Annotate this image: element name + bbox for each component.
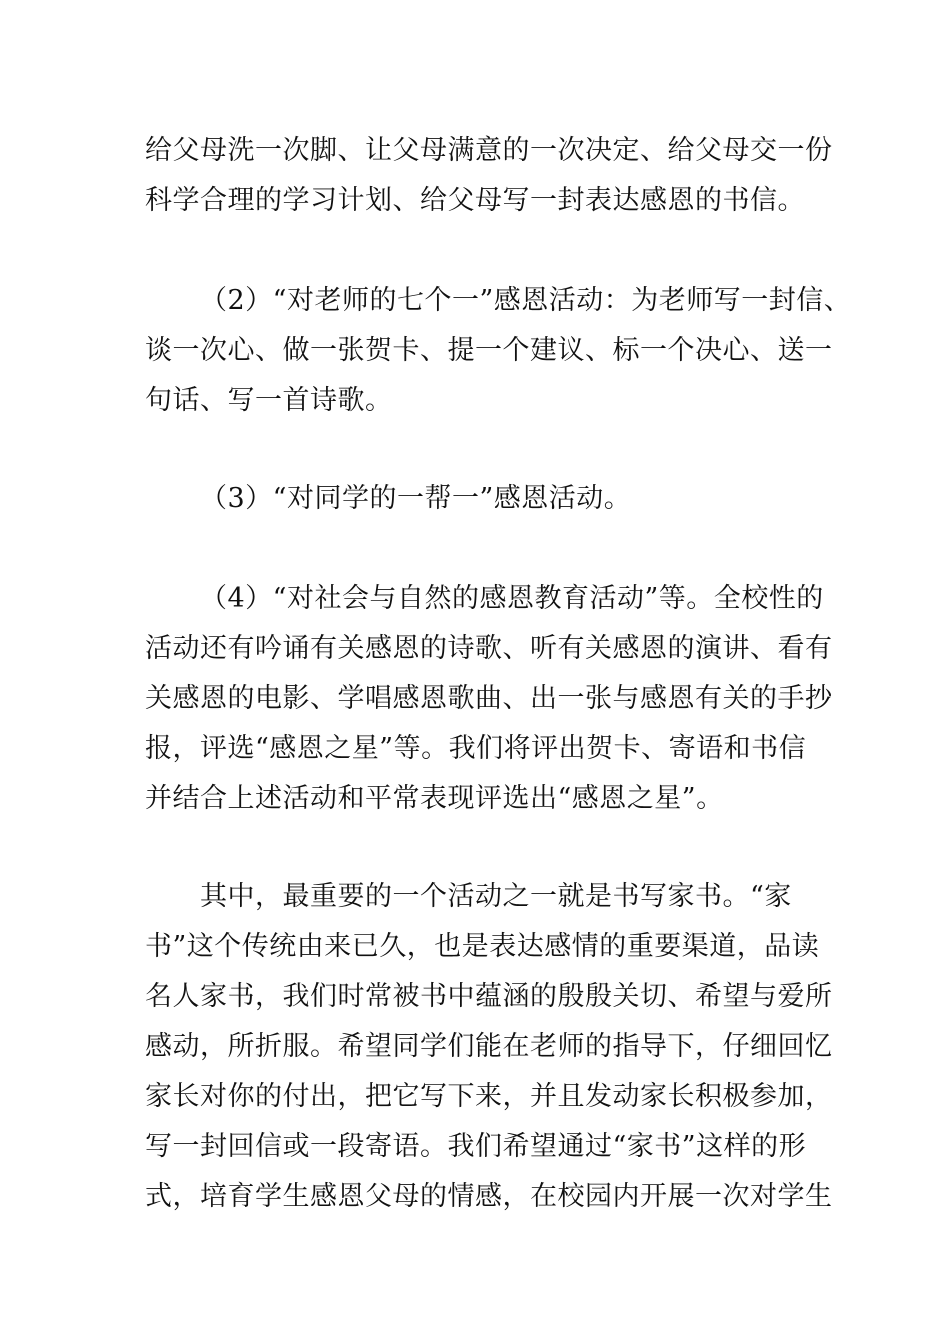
paragraph-2-line-2: 谈一次心、做一张贺卡、提一个建议、标一个决心、送一: [145, 335, 833, 366]
paragraph-1-line-2: 科学合理的学习计划、给父母写一封表达感恩的书信。: [145, 185, 805, 216]
paragraph-5-line-3: 名人家书，我们时常被书中蕴涵的殷殷关切、希望与爱所: [145, 981, 833, 1012]
paragraph-4-line-1: （4）“对社会与自然的感恩教育活动”等。全校性的: [200, 583, 824, 614]
paragraph-4-line-3: 关感恩的电影、学唱感恩歌曲、出一张与感恩有关的手抄: [145, 683, 833, 714]
paragraph-2-line-3: 句话、写一首诗歌。: [145, 385, 393, 416]
paragraph-5-line-2: 书”这个传统由来已久，也是表达感情的重要渠道，品读: [145, 931, 820, 962]
paragraph-5-line-4: 感动，所折服。希望同学们能在老师的指导下，仔细回忆: [145, 1031, 833, 1062]
paragraph-5-line-6: 写一封回信或一段寄语。我们希望通过“家书”这样的形: [145, 1131, 807, 1162]
paragraph-2-line-1: （2）“对老师的七个一”感恩活动：为老师写一封信、: [200, 285, 852, 316]
paragraph-4-line-4: 报，评选“感恩之星”等。我们将评出贺卡、寄语和书信: [145, 733, 807, 764]
paragraph-1-line-1: 给父母洗一次脚、让父母满意的一次决定、给父母交一份: [145, 135, 833, 166]
paragraph-5-line-5: 家长对你的付出，把它写下来，并且发动家长积极参加，: [145, 1081, 833, 1112]
paragraph-5-line-1: 其中，最重要的一个活动之一就是书写家书。“家: [200, 881, 792, 912]
paragraph-4-line-2: 活动还有吟诵有关感恩的诗歌、听有关感恩的演讲、看有: [145, 633, 833, 664]
paragraph-5-line-7: 式，培育学生感恩父母的情感，在校园内开展一次对学生: [145, 1181, 833, 1212]
paragraph-4-line-5: 并结合上述活动和平常表现评选出“感恩之星”。: [145, 783, 724, 814]
paragraph-3-line-1: （3）“对同学的一帮一”感恩活动。: [200, 483, 632, 514]
